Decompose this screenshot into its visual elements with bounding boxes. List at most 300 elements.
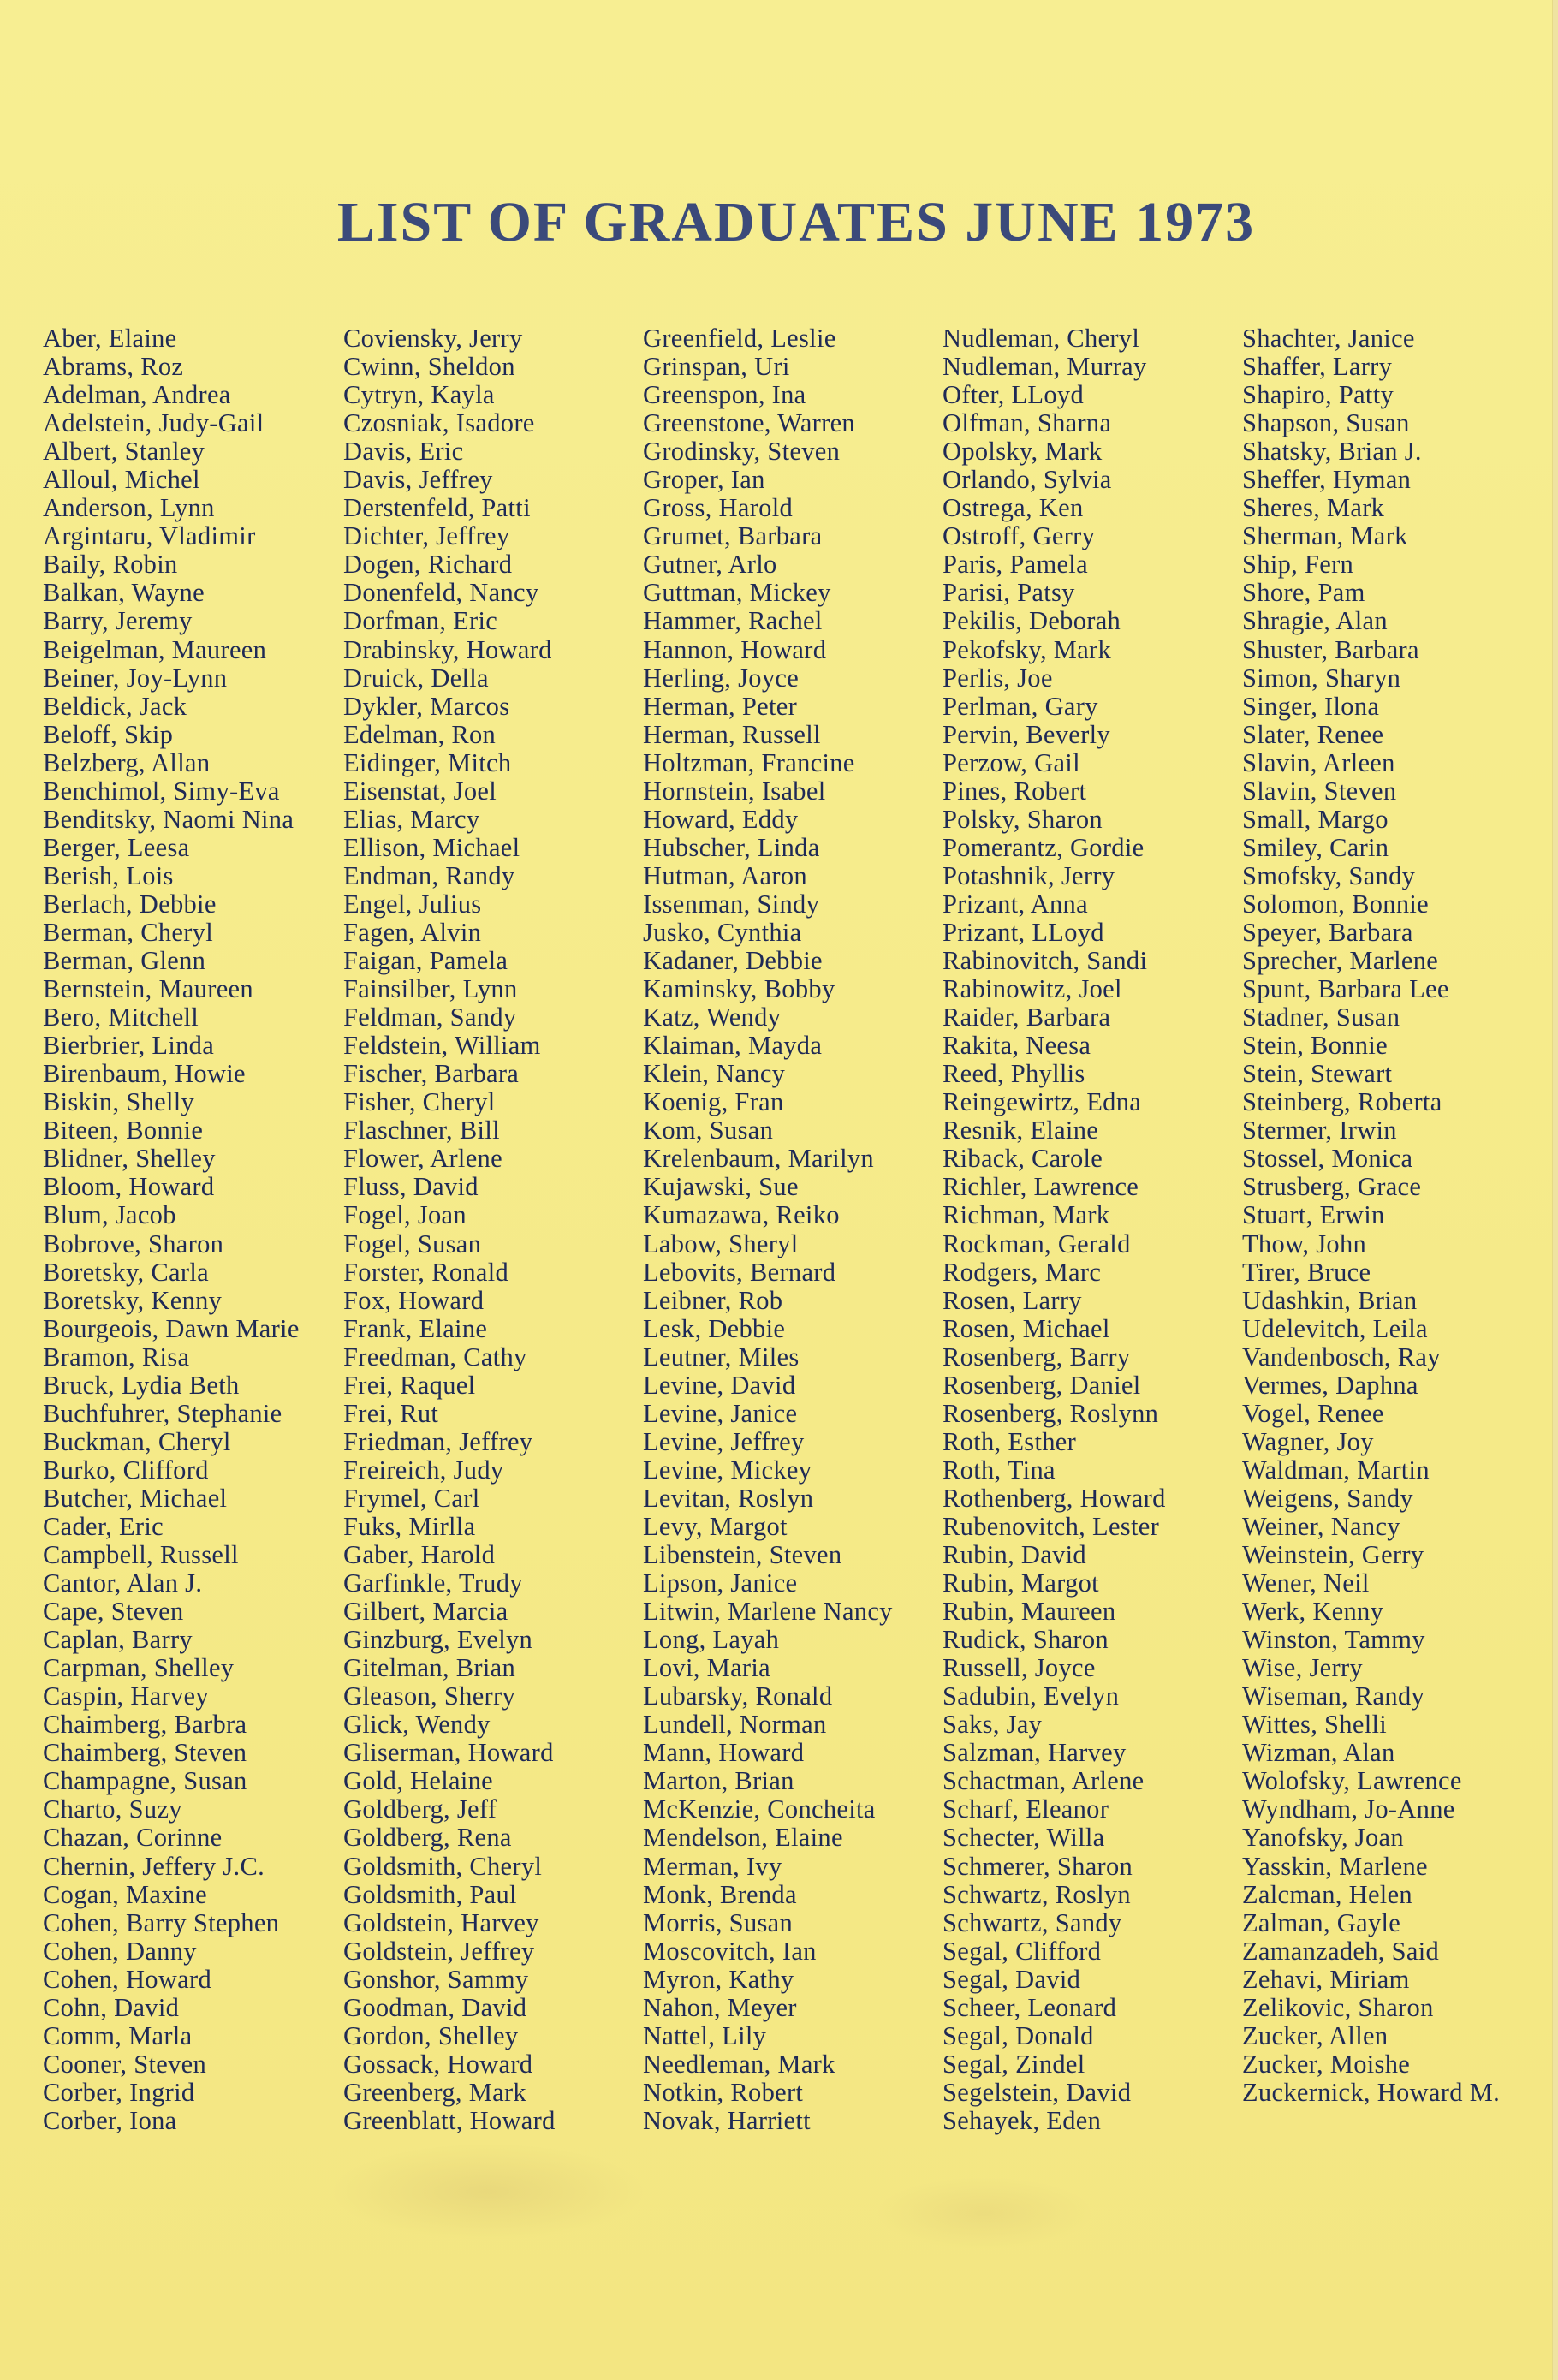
graduate-name: Rosen, Michael <box>943 1313 1110 1343</box>
graduate-name: Wener, Neil <box>1242 1568 1370 1598</box>
graduate-name: Boretsky, Carla <box>43 1257 209 1287</box>
graduate-name: Groper, Ian <box>643 465 765 495</box>
graduate-name: Leutner, Miles <box>643 1342 800 1371</box>
graduate-name: Berish, Lois <box>43 860 174 890</box>
graduate-name: Mann, Howard <box>643 1738 805 1768</box>
graduate-name: Rosen, Larry <box>943 1285 1082 1315</box>
graduate-name: Levy, Margot <box>643 1511 788 1541</box>
graduate-name: Chazan, Corinne <box>43 1823 223 1853</box>
graduate-name: Lipson, Janice <box>643 1568 798 1598</box>
graduate-name: Udelevitch, Leila <box>1242 1313 1428 1343</box>
graduate-name: Levitan, Roslyn <box>643 1483 814 1513</box>
graduate-name: Weiner, Nancy <box>1242 1511 1400 1541</box>
graduate-name: Simon, Sharyn <box>1242 663 1401 693</box>
graduate-name: Rabinovitch, Sandi <box>943 946 1148 976</box>
graduate-name: Needleman, Mark <box>643 2049 835 2079</box>
graduate-name: Campbell, Russell <box>43 1540 239 1570</box>
graduate-columns <box>0 324 1558 2165</box>
graduate-name: Herman, Peter <box>643 691 798 721</box>
graduate-name: Weinstein, Gerry <box>1242 1540 1424 1570</box>
graduate-name: Morris, Susan <box>643 1907 794 1937</box>
graduate-name: Segelstein, David <box>943 2077 1132 2107</box>
graduate-name: Sadubin, Evelyn <box>943 1681 1120 1711</box>
graduate-name: Albert, Stanley <box>43 437 205 467</box>
graduate-name: Bloom, Howard <box>43 1172 215 1202</box>
graduate-name: Glick, Wendy <box>343 1710 491 1740</box>
graduate-name: Levine, Janice <box>643 1398 798 1428</box>
graduate-name: Gross, Harold <box>643 493 794 523</box>
graduate-name: Spunt, Barbara Lee <box>1242 974 1449 1004</box>
graduate-name: Rudick, Sharon <box>943 1625 1109 1655</box>
graduate-name: Baily, Robin <box>43 550 178 580</box>
graduate-name: Feldstein, William <box>343 1031 541 1061</box>
graduate-name: Segal, David <box>943 1964 1081 1994</box>
graduate-name: Parisi, Patsy <box>943 578 1075 608</box>
graduate-name: Dorfman, Eric <box>343 606 498 636</box>
graduate-name: Rubin, Maureen <box>943 1597 1116 1627</box>
graduate-name: Gutner, Arlo <box>643 550 777 580</box>
graduate-name: Endman, Randy <box>343 860 515 890</box>
graduate-name: Nattel, Lily <box>643 2020 767 2050</box>
graduate-name: Chernin, Jeffery J.C. <box>43 1851 265 1881</box>
graduate-name: Anderson, Lynn <box>43 493 215 523</box>
graduate-name: Buckman, Cheryl <box>43 1426 231 1456</box>
graduate-name: Russell, Joyce <box>943 1653 1096 1683</box>
graduate-name: Steinberg, Roberta <box>1242 1087 1442 1117</box>
graduate-name: Fogel, Joan <box>343 1200 467 1230</box>
graduate-name: Frei, Rut <box>343 1398 439 1428</box>
graduate-name: Perlis, Joe <box>943 663 1053 693</box>
graduate-name: Comm, Marla <box>43 2020 193 2050</box>
graduate-name: Stossel, Monica <box>1242 1144 1413 1174</box>
graduate-name: Sherman, Mark <box>1242 521 1408 551</box>
graduate-name: Boretsky, Kenny <box>43 1285 223 1315</box>
graduate-name: Scheer, Leonard <box>943 1992 1117 2022</box>
graduate-name: Vandenbosch, Ray <box>1242 1342 1441 1371</box>
graduate-name: Gleason, Sherry <box>343 1681 516 1711</box>
graduate-name: Solomon, Bonnie <box>1242 889 1430 919</box>
graduate-name: Hubscher, Linda <box>643 832 820 862</box>
graduate-name: Weigens, Sandy <box>1242 1483 1413 1513</box>
graduate-name: Fischer, Barbara <box>343 1059 520 1089</box>
graduate-name: Nahon, Meyer <box>643 1992 797 2022</box>
graduate-name: Cytryn, Kayla <box>343 380 495 410</box>
graduate-name: Speyer, Barbara <box>1242 917 1413 947</box>
graduate-name: Fuks, Mirlla <box>343 1511 476 1541</box>
graduate-name: Drabinsky, Howard <box>343 634 552 664</box>
graduate-name: Perlman, Gary <box>943 691 1098 721</box>
graduate-name: Opolsky, Mark <box>943 437 1103 467</box>
graduate-name: Slavin, Steven <box>1242 776 1397 806</box>
graduate-name: Coviensky, Jerry <box>343 324 523 353</box>
graduate-name: Richman, Mark <box>943 1200 1110 1230</box>
graduate-name: Cogan, Maxine <box>43 1879 207 1909</box>
graduate-name: Charto, Suzy <box>43 1794 182 1824</box>
graduate-name: Stein, Bonnie <box>1242 1031 1388 1061</box>
graduate-name: Goldberg, Jeff <box>343 1794 497 1824</box>
graduate-name: Pekofsky, Mark <box>943 634 1112 664</box>
graduate-name: Frymel, Carl <box>343 1483 480 1513</box>
graduate-name: Yanofsky, Joan <box>1242 1823 1404 1853</box>
graduate-name: Davis, Eric <box>343 437 464 467</box>
graduate-name: Lovi, Maria <box>643 1653 770 1683</box>
graduate-name: Caplan, Barry <box>43 1625 193 1655</box>
graduate-name: Blidner, Shelley <box>43 1144 216 1174</box>
graduate-name: Corber, Ingrid <box>43 2077 195 2107</box>
graduate-name: Rubin, Margot <box>943 1568 1099 1598</box>
graduate-name: Fogel, Susan <box>343 1229 482 1258</box>
graduate-name: Lesk, Debbie <box>643 1313 786 1343</box>
graduate-column-1 <box>43 324 300 2135</box>
graduate-name: Goldsmith, Paul <box>343 1879 517 1909</box>
graduate-name: Prizant, Anna <box>943 889 1088 919</box>
graduate-name: Cohen, Howard <box>43 1964 212 1994</box>
graduate-name: Kumazawa, Reiko <box>643 1200 840 1230</box>
graduate-name: Shapson, Susan <box>1242 408 1410 438</box>
graduate-name: Chaimberg, Steven <box>43 1738 247 1768</box>
graduate-name: Aber, Elaine <box>43 324 177 353</box>
graduate-name: Katz, Wendy <box>643 1003 782 1032</box>
graduate-name: Goldberg, Rena <box>343 1823 512 1853</box>
graduate-column-2 <box>343 324 556 2135</box>
graduate-name: Sheres, Mark <box>1242 493 1385 523</box>
graduate-name: Grinspan, Uri <box>643 352 790 382</box>
graduate-name: Small, Margo <box>1242 804 1389 834</box>
graduate-name: Sheffer, Hyman <box>1242 465 1412 495</box>
graduate-name: Thow, John <box>1242 1229 1367 1258</box>
graduate-name: Flaschner, Bill <box>343 1116 500 1145</box>
graduate-name: Kaminsky, Bobby <box>643 974 835 1004</box>
graduate-name: Ofter, LLoyd <box>943 380 1084 410</box>
graduate-name: Goodman, David <box>343 1992 527 2022</box>
graduate-name: Bobrove, Sharon <box>43 1229 224 1258</box>
graduate-name: Levine, David <box>643 1370 796 1400</box>
graduate-name: Shachter, Janice <box>1242 324 1415 353</box>
graduate-name: Czosniak, Isadore <box>343 408 535 438</box>
graduate-name: Berman, Glenn <box>43 946 206 976</box>
graduate-name: Elias, Marcy <box>343 804 480 834</box>
graduate-name: Waldman, Martin <box>1242 1455 1430 1485</box>
graduate-column-3 <box>643 324 893 2135</box>
graduate-name: Benchimol, Simy-Eva <box>43 776 280 806</box>
graduate-name: Winston, Tammy <box>1242 1625 1425 1655</box>
graduate-name: Nudleman, Murray <box>943 352 1147 382</box>
graduate-name: Edelman, Ron <box>343 719 497 749</box>
graduate-name: Hammer, Rachel <box>643 606 823 636</box>
graduate-name: Cohen, Barry Stephen <box>43 1907 280 1937</box>
graduate-name: Donenfeld, Nancy <box>343 578 539 608</box>
graduate-name: Bero, Mitchell <box>43 1003 199 1032</box>
graduate-name: Balkan, Wayne <box>43 578 205 608</box>
graduate-name: Rodgers, Marc <box>943 1257 1102 1287</box>
graduate-name: Libenstein, Steven <box>643 1540 842 1570</box>
graduate-name: Stein, Stewart <box>1242 1059 1393 1089</box>
graduate-name: Grodinsky, Steven <box>643 437 841 467</box>
graduate-name: Frei, Raquel <box>343 1370 476 1400</box>
graduate-name: Shaffer, Larry <box>1242 352 1393 382</box>
graduate-name: Fainsilber, Lynn <box>343 974 518 1004</box>
graduate-column-5 <box>1242 324 1500 2107</box>
graduate-name: Zuckernick, Howard M. <box>1242 2077 1501 2107</box>
graduate-name: Berman, Cheryl <box>43 917 214 947</box>
graduate-name: Fluss, David <box>343 1172 479 1202</box>
graduate-name: Tirer, Bruce <box>1242 1257 1371 1287</box>
graduate-name: Schmerer, Sharon <box>943 1851 1133 1881</box>
graduate-name: Notkin, Robert <box>643 2077 804 2107</box>
graduate-name: Kadaner, Debbie <box>643 946 823 976</box>
graduate-name: Ship, Fern <box>1242 550 1354 580</box>
graduate-name: Carpman, Shelley <box>43 1653 235 1683</box>
page-title: LIST OF GRADUATES JUNE 1973 <box>336 191 1256 253</box>
graduate-name: Pekilis, Deborah <box>943 606 1121 636</box>
graduate-name: Berger, Leesa <box>43 832 190 862</box>
graduate-name: Merman, Ivy <box>643 1851 782 1881</box>
graduate-name: Monk, Brenda <box>643 1879 797 1909</box>
graduate-name: Ellison, Michael <box>343 832 520 862</box>
graduate-name: Beiner, Joy-Lynn <box>43 663 228 693</box>
graduate-name: Lubarsky, Ronald <box>643 1681 833 1711</box>
graduate-name: Derstenfeld, Patti <box>343 493 531 523</box>
graduate-name: Goldstein, Harvey <box>343 1907 539 1937</box>
graduate-name: Gold, Helaine <box>343 1766 493 1796</box>
graduate-name: Rothenberg, Howard <box>943 1483 1166 1513</box>
graduate-name: Gaber, Harold <box>343 1540 496 1570</box>
graduate-name: Prizant, LLoyd <box>943 917 1104 947</box>
graduate-name: Rubenovitch, Lester <box>943 1511 1160 1541</box>
graduate-name: Resnik, Elaine <box>943 1116 1099 1145</box>
graduate-name: Segal, Clifford <box>943 1936 1102 1966</box>
graduate-name: Pervin, Beverly <box>943 719 1110 749</box>
graduate-name: Smiley, Carin <box>1242 832 1389 862</box>
graduate-name: Fagen, Alvin <box>343 917 482 947</box>
graduate-name: Goldsmith, Cheryl <box>343 1851 543 1881</box>
graduate-name: Dykler, Marcos <box>343 691 510 721</box>
graduate-name: Rubin, David <box>943 1540 1086 1570</box>
graduate-name: Chaimberg, Barbra <box>43 1710 247 1740</box>
graduate-name: Zelikovic, Sharon <box>1242 1992 1434 2022</box>
graduate-name: Cape, Steven <box>43 1597 184 1627</box>
graduate-name: Dogen, Richard <box>343 550 513 580</box>
graduate-name: Levine, Jeffrey <box>643 1426 805 1456</box>
graduate-name: Wizman, Alan <box>1242 1738 1395 1768</box>
graduate-name: Leibner, Rob <box>643 1285 783 1315</box>
graduate-name: Belzberg, Allan <box>43 747 211 777</box>
graduate-name: Beigelman, Maureen <box>43 634 267 664</box>
graduate-name: Riback, Carole <box>943 1144 1103 1174</box>
graduate-name: Barry, Jeremy <box>43 606 193 636</box>
graduate-name: Greenspon, Ina <box>643 380 806 410</box>
graduate-name: Herling, Joyce <box>643 663 800 693</box>
graduate-name: Frank, Elaine <box>343 1313 488 1343</box>
graduate-name: Beloff, Skip <box>43 719 174 749</box>
graduate-name: Vermes, Daphna <box>1242 1370 1418 1400</box>
graduate-name: Litwin, Marlene Nancy <box>643 1597 893 1627</box>
graduate-name: Rosenberg, Daniel <box>943 1370 1141 1400</box>
graduate-name: Bourgeois, Dawn Marie <box>43 1313 300 1343</box>
graduate-name: Gordon, Shelley <box>343 2020 519 2050</box>
graduate-name: Champagne, Susan <box>43 1766 247 1796</box>
graduate-name: Garfinkle, Trudy <box>343 1568 523 1598</box>
graduate-name: Potashnik, Jerry <box>943 860 1115 890</box>
graduate-name: Zehavi, Miriam <box>1242 1964 1410 1994</box>
graduate-name: Freedman, Cathy <box>343 1342 527 1371</box>
graduate-name: Wagner, Joy <box>1242 1426 1374 1456</box>
graduate-name: Biteen, Bonnie <box>43 1116 204 1145</box>
graduate-name: Stuart, Erwin <box>1242 1200 1385 1230</box>
graduate-name: Gitelman, Brian <box>343 1653 516 1683</box>
graduate-name: Werk, Kenny <box>1242 1597 1384 1627</box>
graduate-name: Davis, Jeffrey <box>343 465 493 495</box>
graduate-name: Howard, Eddy <box>643 804 799 834</box>
graduate-name: Slater, Renee <box>1242 719 1384 749</box>
graduate-name: Shragie, Alan <box>1242 606 1388 636</box>
graduate-name: Gonshor, Sammy <box>343 1964 529 1994</box>
graduate-name: Smofsky, Sandy <box>1242 860 1416 890</box>
graduate-name: Wise, Jerry <box>1242 1653 1363 1683</box>
graduate-name: Druick, Della <box>343 663 489 693</box>
graduate-name: Jusko, Cynthia <box>643 917 802 947</box>
graduate-name: Butcher, Michael <box>43 1483 228 1513</box>
graduate-name: Rosenberg, Barry <box>943 1342 1131 1371</box>
graduate-name: Cader, Eric <box>43 1511 164 1541</box>
graduate-name: Zucker, Allen <box>1242 2020 1389 2050</box>
graduate-name: Shatsky, Brian J. <box>1242 437 1422 467</box>
graduate-name: Greenberg, Mark <box>343 2077 526 2107</box>
graduate-name: Zalman, Gayle <box>1242 1907 1401 1937</box>
graduate-name: Engel, Julius <box>343 889 482 919</box>
graduate-name: Wittes, Shelli <box>1242 1710 1388 1740</box>
graduate-name: Roth, Esther <box>943 1426 1077 1456</box>
graduate-name: Cantor, Alan J. <box>43 1568 203 1598</box>
graduate-name: Bramon, Risa <box>43 1342 190 1371</box>
graduate-name: Udashkin, Brian <box>1242 1285 1418 1315</box>
graduate-name: Roth, Tina <box>943 1455 1056 1485</box>
graduate-name: Buchfuhrer, Stephanie <box>43 1398 282 1428</box>
graduate-name: Greenstone, Warren <box>643 408 855 438</box>
graduate-name: Cohen, Danny <box>43 1936 197 1966</box>
graduate-name: Pines, Robert <box>943 776 1087 806</box>
graduate-name: Schactman, Arlene <box>943 1766 1145 1796</box>
graduate-name: Lebovits, Bernard <box>643 1257 836 1287</box>
graduate-name: Freireich, Judy <box>343 1455 504 1485</box>
graduate-name: Eidinger, Mitch <box>343 747 512 777</box>
graduate-name: Wyndham, Jo-Anne <box>1242 1794 1455 1824</box>
graduate-name: Zamanzadeh, Said <box>1242 1936 1440 1966</box>
graduate-name: Pomerantz, Gordie <box>943 832 1145 862</box>
graduate-name: Paris, Pamela <box>943 550 1088 580</box>
graduate-name: Abrams, Roz <box>43 352 184 382</box>
graduate-name: Biskin, Shelly <box>43 1087 195 1117</box>
graduate-name: Shapiro, Patty <box>1242 380 1394 410</box>
graduate-name: Ostroff, Gerry <box>943 521 1096 551</box>
graduate-name: Gossack, Howard <box>343 2049 533 2079</box>
graduate-name: Klein, Nancy <box>643 1059 786 1089</box>
graduate-name: Hannon, Howard <box>643 634 827 664</box>
graduate-name: Koenig, Fran <box>643 1087 784 1117</box>
graduate-name: Fisher, Cheryl <box>343 1087 496 1117</box>
graduate-name: Bierbrier, Linda <box>43 1031 215 1061</box>
graduate-name: Greenblatt, Howard <box>343 2105 556 2135</box>
graduate-name: Yasskin, Marlene <box>1242 1851 1428 1881</box>
graduate-name: Stermer, Irwin <box>1242 1116 1397 1145</box>
graduate-name: Eisenstat, Joel <box>343 776 497 806</box>
graduate-name: Faigan, Pamela <box>343 946 508 976</box>
graduate-name: Wiseman, Randy <box>1242 1681 1425 1711</box>
graduate-name: Grumet, Barbara <box>643 521 823 551</box>
graduate-name: Segal, Donald <box>943 2020 1094 2050</box>
graduate-name: Perzow, Gail <box>943 747 1080 777</box>
graduate-name: Hornstein, Isabel <box>643 776 826 806</box>
graduate-name: Rabinowitz, Joel <box>943 974 1122 1004</box>
graduate-name: Fox, Howard <box>343 1285 485 1315</box>
graduate-name: Long, Layah <box>643 1625 780 1655</box>
graduate-name: Forster, Ronald <box>343 1257 509 1287</box>
graduate-name: Polsky, Sharon <box>943 804 1103 834</box>
graduate-name: McKenzie, Concheita <box>643 1794 876 1824</box>
graduate-name: Issenman, Sindy <box>643 889 820 919</box>
graduate-name: Reed, Phyllis <box>943 1059 1085 1089</box>
graduate-name: Beldick, Jack <box>43 691 187 721</box>
graduate-name: Marton, Brian <box>643 1766 794 1796</box>
graduate-name: Guttman, Mickey <box>643 578 831 608</box>
graduate-name: Kujawski, Sue <box>643 1172 799 1202</box>
graduate-name: Bruck, Lydia Beth <box>43 1370 240 1400</box>
graduate-name: Scharf, Eleanor <box>943 1794 1109 1824</box>
graduate-name: Hutman, Aaron <box>643 860 807 890</box>
graduate-name: Rosenberg, Roslynn <box>943 1398 1159 1428</box>
graduate-name: Gliserman, Howard <box>343 1738 554 1768</box>
graduate-name: Cwinn, Sheldon <box>343 352 515 382</box>
graduate-name: Klaiman, Mayda <box>643 1031 823 1061</box>
graduate-name: Adelman, Andrea <box>43 380 231 410</box>
graduate-name: Orlando, Sylvia <box>943 465 1112 495</box>
graduate-name: Schwartz, Roslyn <box>943 1879 1131 1909</box>
graduate-name: Alloul, Michel <box>43 465 200 495</box>
graduate-column-4 <box>943 324 1166 2135</box>
graduate-name: Goldstein, Jeffrey <box>343 1936 535 1966</box>
graduate-name: Holtzman, Francine <box>643 747 855 777</box>
graduate-name: Segal, Zindel <box>943 2049 1085 2079</box>
graduate-name: Cohn, David <box>43 1992 180 2022</box>
graduate-name: Wolofsky, Lawrence <box>1242 1766 1462 1796</box>
graduate-name: Adelstein, Judy-Gail <box>43 408 265 438</box>
graduate-name: Feldman, Sandy <box>343 1003 517 1032</box>
graduate-name: Rockman, Gerald <box>943 1229 1131 1258</box>
graduate-name: Zucker, Moishe <box>1242 2049 1411 2079</box>
graduate-name: Corber, Iona <box>43 2105 177 2135</box>
graduate-name: Labow, Sheryl <box>643 1229 799 1258</box>
graduate-name: Myron, Kathy <box>643 1964 794 1994</box>
graduate-name: Krelenbaum, Marilyn <box>643 1144 874 1174</box>
graduate-name: Singer, Ilona <box>1242 691 1380 721</box>
graduate-name: Greenfield, Leslie <box>643 324 836 353</box>
graduate-name: Burko, Clifford <box>43 1455 209 1485</box>
graduate-name: Rakita, Neesa <box>943 1031 1091 1061</box>
graduate-name: Sprecher, Marlene <box>1242 946 1439 976</box>
graduate-name: Schwartz, Sandy <box>943 1907 1122 1937</box>
graduate-name: Gilbert, Marcia <box>343 1597 508 1627</box>
graduate-name: Dichter, Jeffrey <box>343 521 510 551</box>
graduate-name: Lundell, Norman <box>643 1710 827 1740</box>
graduate-name: Mendelson, Elaine <box>643 1823 843 1853</box>
graduate-name: Stadner, Susan <box>1242 1003 1400 1032</box>
graduate-name: Shore, Pam <box>1242 578 1365 608</box>
graduate-name: Flower, Arlene <box>343 1144 502 1174</box>
graduate-name: Schecter, Willa <box>943 1823 1105 1853</box>
graduate-name: Caspin, Harvey <box>43 1681 209 1711</box>
graduate-name: Birenbaum, Howie <box>43 1059 246 1089</box>
graduate-name: Nudleman, Cheryl <box>943 324 1140 353</box>
